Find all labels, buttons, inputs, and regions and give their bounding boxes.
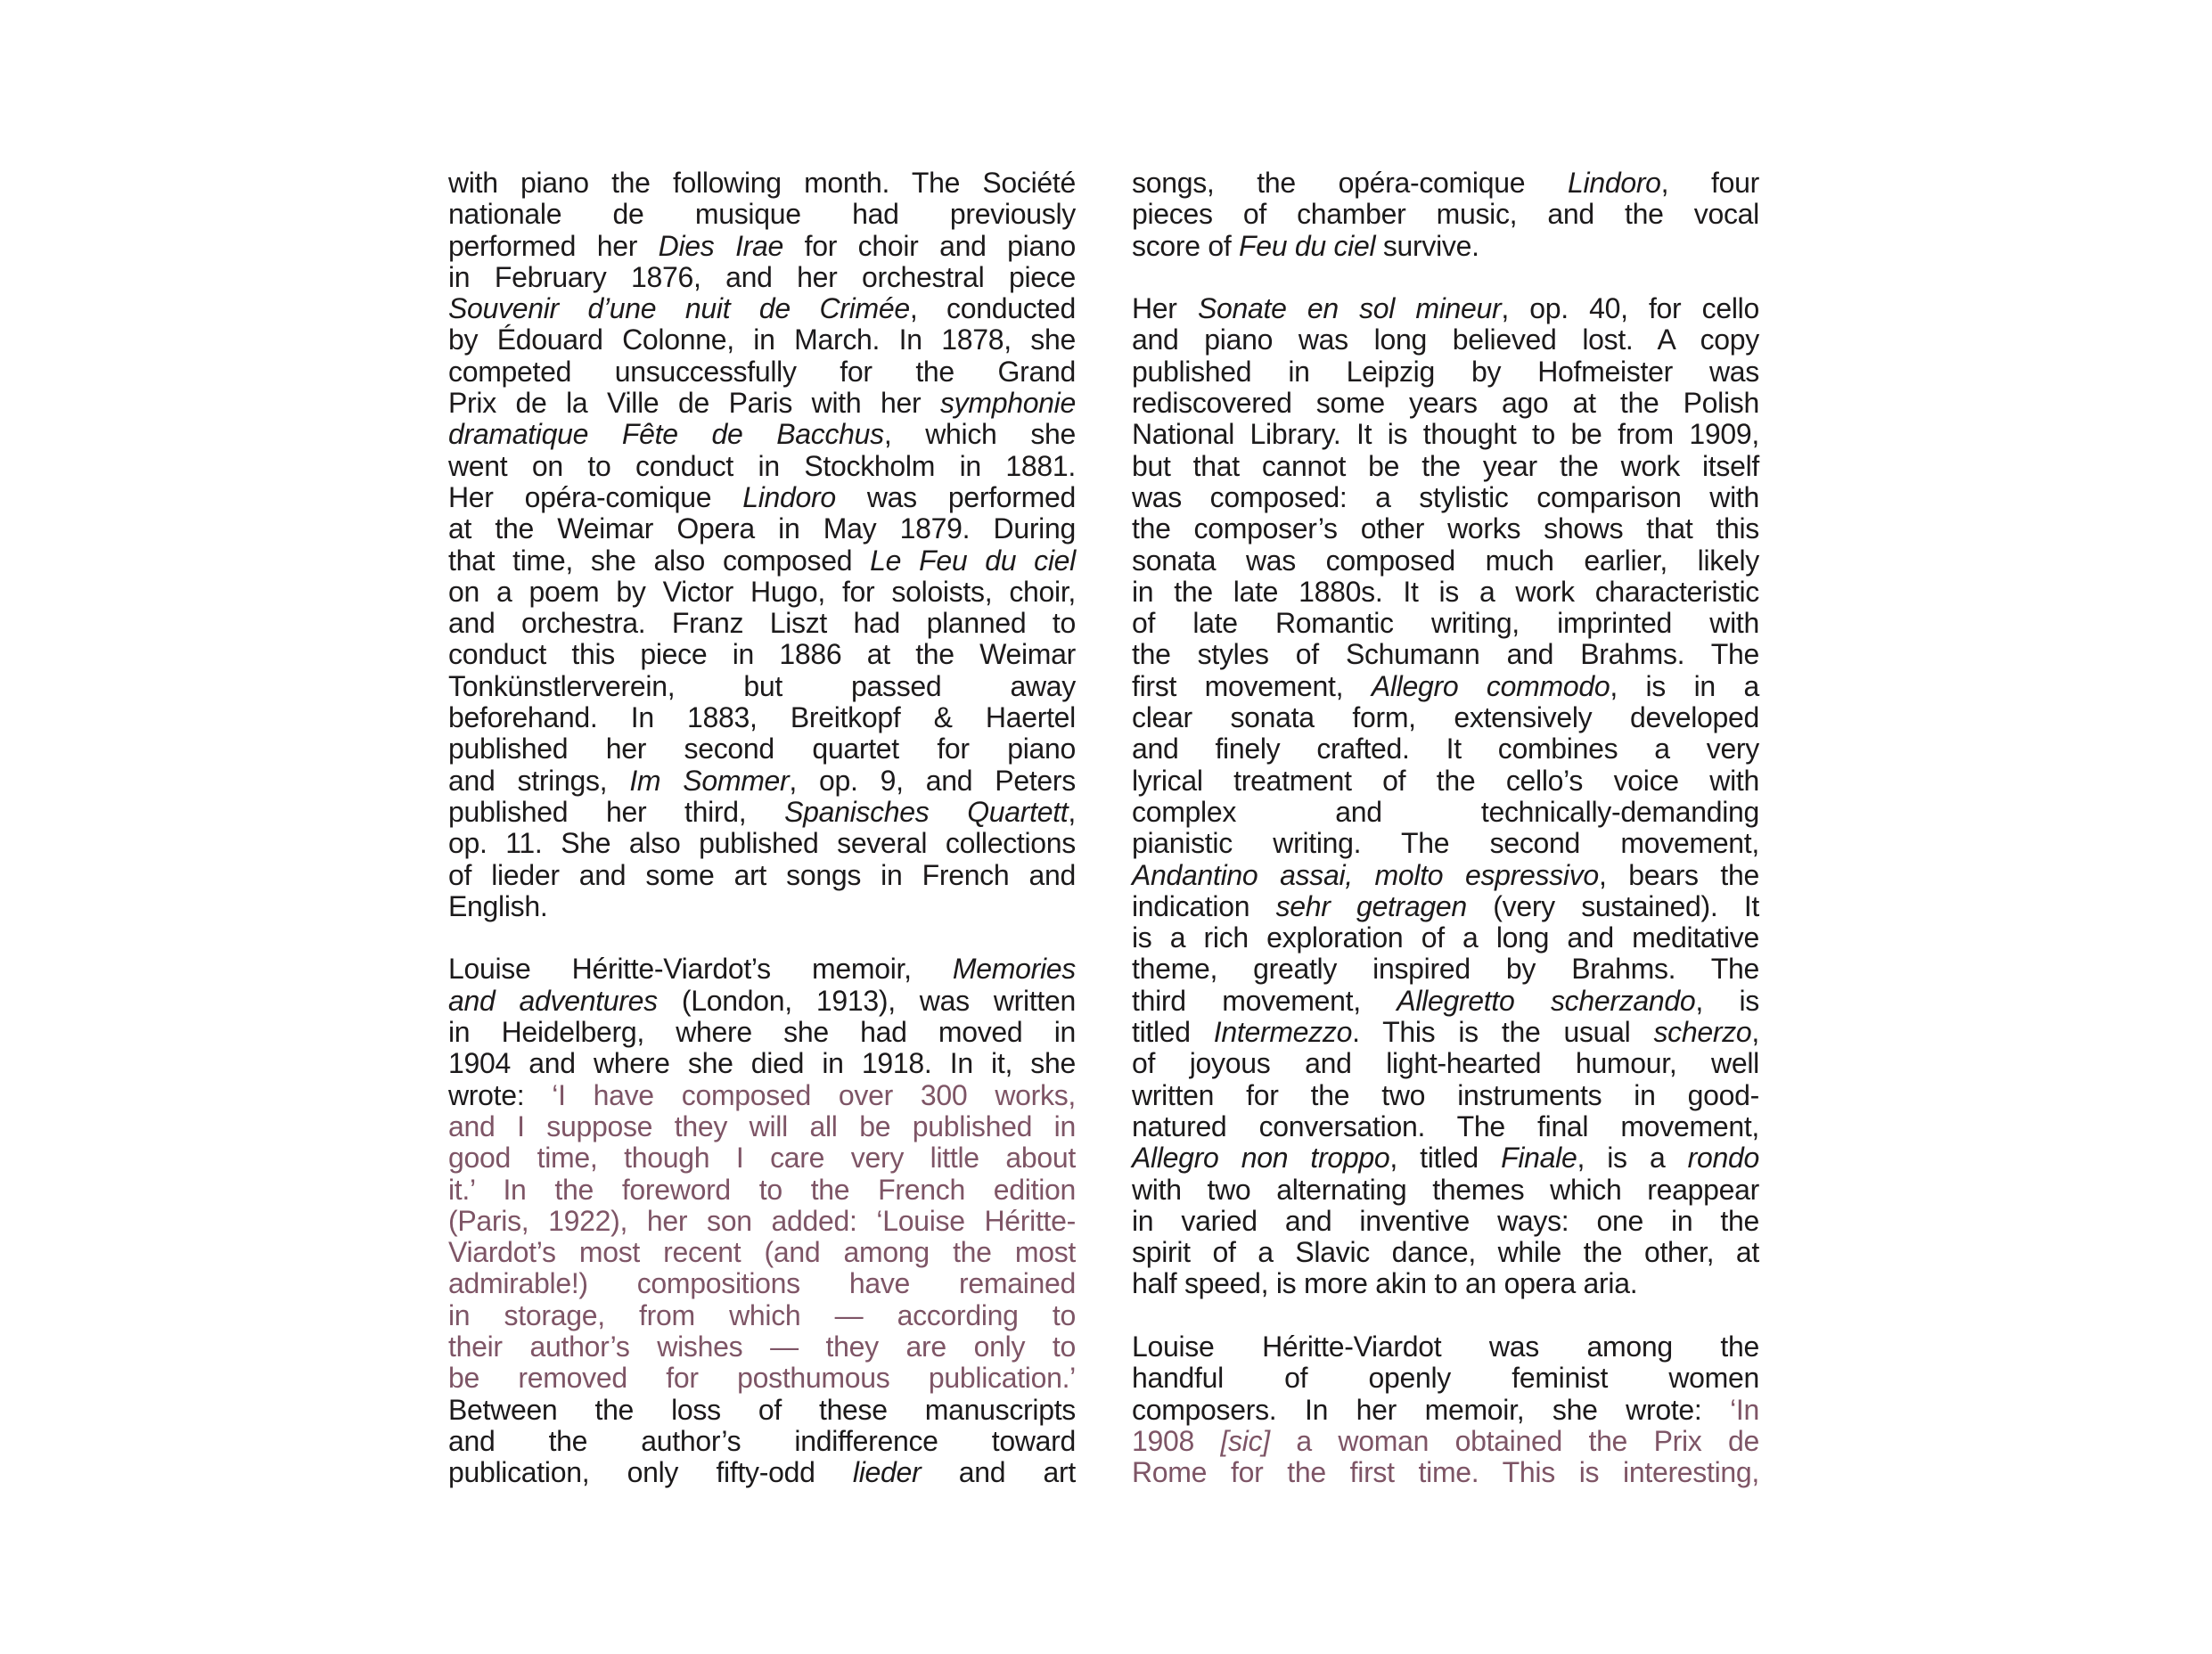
body-text: Louise Héritte-Viardot was among the <box>1132 1330 1759 1363</box>
italic-title-text: Dies Irae <box>658 229 784 262</box>
body-text: with two alternating themes which reappear <box>1132 1173 1759 1206</box>
body-text: and art <box>921 1456 1076 1489</box>
body-text: , titled <box>1389 1142 1502 1175</box>
text-line <box>448 482 1076 513</box>
body-text: . This is the usual <box>1352 1016 1654 1049</box>
quotation-text: ‘In <box>1730 1393 1759 1426</box>
body-text: survive. <box>1375 229 1479 262</box>
body-text: at the Weimar Opera in May 1879. During <box>448 512 1076 545</box>
body-text: that time, she also composed <box>448 544 871 577</box>
text-line <box>448 1017 1076 1048</box>
text-line <box>448 1080 1076 1111</box>
quotation-text: Viardot’s most recent (and among the most <box>448 1236 1076 1269</box>
text-line <box>1132 1175 1759 1206</box>
body-text: by Édouard Colonne, in March. In 1878, she <box>448 323 1076 356</box>
text-line <box>1132 1048 1759 1079</box>
text-line <box>448 1395 1076 1426</box>
text-line <box>1132 608 1759 639</box>
text-line <box>448 797 1076 828</box>
paragraph-gap <box>1132 262 1759 293</box>
quotation-text: admirable!) compositions have remained <box>448 1267 1076 1300</box>
text-line <box>1132 293 1759 324</box>
text-line <box>1132 1080 1759 1111</box>
body-text: nationale de musique had previously <box>448 198 1076 231</box>
text-line <box>1132 388 1759 419</box>
body-text: composers. In her memoir, she wrote: <box>1132 1393 1731 1426</box>
text-line <box>448 1175 1076 1206</box>
italic-title-text: Feu du ciel <box>1239 229 1376 262</box>
body-text: went on to conduct in Stockholm in 1881. <box>448 449 1076 482</box>
quotation-text: 1908 <box>1132 1424 1221 1457</box>
text-line <box>448 1142 1076 1174</box>
body-text: with piano the following month. The Société <box>448 167 1076 199</box>
text-line <box>448 671 1076 702</box>
italic-title-text: symphonie <box>939 387 1076 420</box>
body-text: clear sonata form, extensively developed <box>1132 701 1759 734</box>
text-line <box>448 1363 1076 1394</box>
body-text: half speed, is more akin to an opera aria. <box>1132 1267 1638 1300</box>
text-line <box>1132 451 1759 482</box>
body-text: lyrical treatment of the cello’s voice with <box>1132 764 1759 797</box>
text-line <box>1132 922 1759 954</box>
body-text: complex and technically-demanding <box>1132 795 1759 828</box>
text-line <box>1132 1363 1759 1394</box>
body-text: Louise Héritte-Viardot’s memoir, <box>448 953 953 986</box>
text-line <box>448 419 1076 450</box>
text-line <box>1132 419 1759 450</box>
italic-title-text: lieder <box>852 1456 922 1489</box>
body-text: pianistic writing. The second movement, <box>1132 827 1759 860</box>
body-text: , conducted <box>909 292 1076 325</box>
body-text: competed unsuccessfully for the Grand <box>448 355 1076 388</box>
left-column <box>448 168 1076 1488</box>
quotation-text: (Paris, 1922), her son added: ‘Louise Héritte- <box>448 1204 1076 1237</box>
body-text: , bears the <box>1598 858 1759 891</box>
body-text: of lieder and some art songs in French and <box>448 858 1076 891</box>
quotation-text: be removed for posthumous publication.’ <box>448 1362 1076 1395</box>
italic-title-text: Intermezzo <box>1213 1016 1353 1049</box>
italic-title-text: Memories <box>952 953 1076 986</box>
text-line <box>1132 797 1759 828</box>
body-text: 1904 and where she died in 1918. In it, she <box>448 1047 1076 1080</box>
body-text: Prix de la Ville de Paris with her <box>448 387 940 420</box>
text-line <box>448 356 1076 388</box>
paragraph-memoir <box>448 954 1076 1488</box>
text-line <box>1132 891 1759 922</box>
text-line <box>448 199 1076 230</box>
quotation-text: and I suppose they will all be published in <box>448 1109 1076 1142</box>
body-text: handful of openly feminist women <box>1132 1362 1759 1395</box>
italic-title-text: Souvenir d’une nuit de Crimée <box>448 292 910 325</box>
text-line <box>1132 545 1759 577</box>
text-line <box>1132 954 1759 985</box>
text-line <box>448 1206 1076 1237</box>
text-line <box>1132 828 1759 859</box>
quotation-text: good time, though I care very little about <box>448 1142 1076 1175</box>
text-line <box>1132 231 1759 262</box>
body-text: rediscovered some years ago at the Polish <box>1132 387 1759 420</box>
quotation-text: in storage, from which — according to <box>448 1298 1076 1331</box>
body-text: publication, only fifty-odd <box>448 1456 853 1489</box>
body-text: score of <box>1132 229 1240 262</box>
quotation-text: their author’s wishes — they are only to <box>448 1330 1076 1363</box>
paragraph-gap <box>448 922 1076 954</box>
body-text: theme, greatly inspired by Brahms. The <box>1132 953 1759 986</box>
text-line <box>448 1268 1076 1299</box>
body-text: Between the loss of these manuscripts <box>448 1393 1076 1426</box>
paragraph-cello-sonata <box>1132 293 1759 1300</box>
body-text: conduct this piece in 1886 at the Weimar <box>448 638 1076 671</box>
paragraph-early-works <box>448 168 1076 922</box>
italic-title-text: Lindoro <box>1568 167 1661 199</box>
body-text: Her <box>1132 292 1198 325</box>
body-text: in Heidelberg, where she had moved in <box>448 1016 1076 1049</box>
text-line <box>1132 702 1759 733</box>
body-text: Her opéra-comique <box>448 480 743 513</box>
text-line <box>1132 1111 1759 1142</box>
body-text: third movement, <box>1132 984 1397 1017</box>
right-column <box>1132 168 1759 1488</box>
text-line <box>448 954 1076 985</box>
text-line <box>1132 639 1759 670</box>
text-line <box>1132 1457 1759 1488</box>
body-text: for choir and piano <box>783 229 1076 262</box>
italic-title-text: and adventures <box>448 984 658 1017</box>
text-line <box>1132 860 1759 891</box>
text-line <box>1132 577 1759 608</box>
body-text: , <box>1751 1016 1759 1049</box>
body-text: is a rich exploration of a long and meditative <box>1132 921 1759 954</box>
text-line <box>448 1237 1076 1268</box>
italic-title-text: sehr getragen <box>1275 889 1467 922</box>
text-line <box>1132 1331 1759 1363</box>
text-line <box>1132 1395 1759 1426</box>
text-line <box>448 324 1076 356</box>
quotation-text: a woman obtained the Prix de <box>1269 1424 1759 1457</box>
text-line <box>448 1331 1076 1363</box>
quotation-text: it.’ In the foreword to the French edition <box>448 1173 1076 1206</box>
body-text: titled <box>1132 1016 1214 1049</box>
text-line <box>1132 168 1759 199</box>
body-text: (very sustained). It <box>1466 889 1759 922</box>
body-text: first movement, <box>1132 669 1372 702</box>
body-text: beforehand. In 1883, Breitkopf & Haertel <box>448 701 1076 734</box>
text-line <box>448 451 1076 482</box>
body-text: the styles of Schumann and Brahms. The <box>1132 638 1759 671</box>
text-line <box>448 766 1076 797</box>
italic-title-text: rondo <box>1687 1142 1759 1175</box>
body-text: National Library. It is thought to be from 1909, <box>1132 418 1759 451</box>
text-line <box>1132 482 1759 513</box>
body-text: of late Romantic writing, imprinted with <box>1132 607 1759 640</box>
italic-title-text: Allegro non troppo <box>1132 1142 1390 1175</box>
text-line <box>1132 1268 1759 1299</box>
body-text: , op. 9, and Peters <box>789 764 1076 797</box>
body-text: in February 1876, and her orchestral piece <box>448 260 1076 293</box>
body-text: in the late 1880s. It is a work characteristic <box>1132 575 1759 608</box>
body-text: of joyous and light-hearted humour, well <box>1132 1047 1759 1080</box>
italic-title-text: dramatique Fête de Bacchus <box>448 418 884 451</box>
text-line <box>448 733 1076 765</box>
italic-title-text: Le Feu du ciel <box>870 544 1076 577</box>
italic-title-text: Finale <box>1501 1142 1577 1175</box>
body-text: , is <box>1695 984 1759 1017</box>
quotation-text: Rome for the first time. This is interesting, <box>1132 1456 1759 1489</box>
body-text: songs, the opéra-comique <box>1132 167 1569 199</box>
text-line <box>448 262 1076 293</box>
body-text: in varied and inventive ways: one in the <box>1132 1204 1759 1237</box>
text-line <box>448 702 1076 733</box>
text-line <box>448 828 1076 859</box>
text-line <box>1132 324 1759 356</box>
text-line <box>1132 1426 1759 1457</box>
text-line <box>1132 356 1759 388</box>
body-text: indication <box>1132 889 1276 922</box>
body-text: the composer’s other works shows that this <box>1132 512 1759 545</box>
body-text: and piano was long believed lost. A copy <box>1132 323 1759 356</box>
body-text: was performed <box>835 480 1076 513</box>
body-text: and the author’s indifference toward <box>448 1424 1076 1457</box>
italic-title-text: Andantino assai, molto espressivo <box>1132 858 1599 891</box>
text-line <box>448 513 1076 545</box>
text-line <box>448 986 1076 1017</box>
body-text: , is in a <box>1610 669 1759 702</box>
italic-title-text: Allegretto scherzando <box>1397 984 1696 1017</box>
body-text: wrote: <box>448 1078 553 1111</box>
body-text: , is a <box>1577 1142 1688 1175</box>
body-text: op. 11. She also published several collections <box>448 827 1076 860</box>
text-line <box>448 860 1076 891</box>
body-text: (London, 1913), was written <box>657 984 1076 1017</box>
body-text: English. <box>448 889 548 922</box>
body-text: and strings, <box>448 764 630 797</box>
quotation-text: [sic] <box>1220 1424 1270 1457</box>
body-text: and orchestra. Franz Liszt had planned to <box>448 607 1076 640</box>
text-line <box>1132 671 1759 702</box>
paragraph-feminism <box>1132 1331 1759 1488</box>
paragraph-surviving-works <box>1132 168 1759 262</box>
body-text: and finely crafted. It combines a very <box>1132 733 1759 766</box>
italic-title-text: Spanisches Quartett <box>784 795 1069 828</box>
text-line <box>448 891 1076 922</box>
italic-title-text: Sonate en sol mineur <box>1197 292 1502 325</box>
body-text: , <box>1068 795 1076 828</box>
body-text: sonata was composed much earlier, likely <box>1132 544 1759 577</box>
text-line <box>448 388 1076 419</box>
italic-title-text: scherzo <box>1653 1016 1752 1049</box>
body-text: published in Leipzig by Hofmeister was <box>1132 355 1759 388</box>
text-line <box>1132 766 1759 797</box>
text-line <box>1132 1017 1759 1048</box>
text-line <box>448 1300 1076 1331</box>
body-text: performed her <box>448 229 659 262</box>
body-text: published her second quartet for piano <box>448 733 1076 766</box>
body-text: Tonkünstlerverein, but passed away <box>448 669 1076 702</box>
text-line <box>448 577 1076 608</box>
italic-title-text: Lindoro <box>742 480 836 513</box>
text-line <box>448 608 1076 639</box>
text-line <box>1132 1237 1759 1268</box>
text-line <box>448 639 1076 670</box>
body-text: , four <box>1660 167 1759 199</box>
text-line <box>448 231 1076 262</box>
text-line <box>1132 199 1759 230</box>
body-text: was composed: a stylistic comparison with <box>1132 480 1759 513</box>
body-text: , op. 40, for cello <box>1501 292 1759 325</box>
body-text: pieces of chamber music, and the vocal <box>1132 198 1759 231</box>
text-line <box>448 1457 1076 1488</box>
italic-title-text: Allegro commodo <box>1371 669 1610 702</box>
text-line <box>448 1426 1076 1457</box>
text-line <box>448 1048 1076 1079</box>
body-text: written for the two instruments in good- <box>1132 1078 1759 1111</box>
text-line <box>1132 513 1759 545</box>
text-line <box>1132 986 1759 1017</box>
text-line <box>1132 733 1759 765</box>
text-line <box>448 293 1076 324</box>
body-text: , which she <box>883 418 1077 451</box>
text-line <box>448 1111 1076 1142</box>
text-line <box>1132 1142 1759 1174</box>
body-text: on a poem by Victor Hugo, for soloists, choir, <box>448 575 1076 608</box>
text-line <box>1132 1206 1759 1237</box>
italic-title-text: Im Sommer <box>629 764 790 797</box>
text-line <box>448 168 1076 199</box>
body-text: but that cannot be the year the work itself <box>1132 449 1759 482</box>
paragraph-gap <box>1132 1300 1759 1331</box>
body-text: spirit of a Slavic dance, while the other, at <box>1132 1236 1759 1269</box>
body-text: published her third, <box>448 795 785 828</box>
text-line <box>448 545 1076 577</box>
quotation-text: ‘I have composed over 300 works, <box>552 1078 1076 1111</box>
body-text: natured conversation. The final movement, <box>1132 1109 1759 1142</box>
